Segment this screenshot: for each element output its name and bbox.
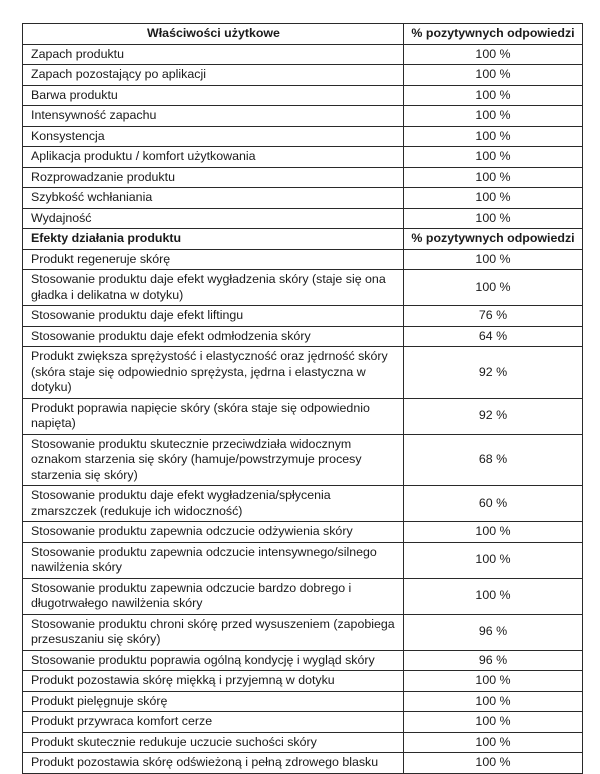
positive-percentage: 96 % bbox=[404, 614, 583, 650]
table-row bbox=[23, 614, 583, 650]
positive-percentage: 60 % bbox=[404, 486, 583, 522]
table-row bbox=[23, 167, 583, 188]
section-header-value: % pozytywnych odpowiedzi bbox=[404, 24, 583, 45]
property-label: Stosowanie produktu skutecznie przeciwdziała widocznym oznakom starzenia się skóry (hamuje/powstrzymuje procesy starzenia się skóry) bbox=[23, 434, 404, 486]
table-row bbox=[23, 85, 583, 106]
table-row bbox=[23, 147, 583, 168]
positive-percentage: 100 % bbox=[404, 522, 583, 543]
positive-percentage: 76 % bbox=[404, 306, 583, 327]
property-label: Produkt pielęgnuje skórę bbox=[23, 691, 404, 712]
positive-percentage: 100 % bbox=[404, 249, 583, 270]
positive-percentage: 100 % bbox=[404, 691, 583, 712]
positive-percentage: 100 % bbox=[404, 542, 583, 578]
table-row bbox=[23, 732, 583, 753]
positive-percentage: 100 % bbox=[404, 44, 583, 65]
property-label: Zapach pozostający po aplikacji bbox=[23, 65, 404, 86]
table-row bbox=[23, 106, 583, 127]
property-label: Stosowanie produktu daje efekt odmłodzenia skóry bbox=[23, 326, 404, 347]
positive-percentage: 100 % bbox=[404, 167, 583, 188]
property-label: Zapach produktu bbox=[23, 44, 404, 65]
table-row bbox=[23, 126, 583, 147]
positive-percentage: 100 % bbox=[404, 106, 583, 127]
positive-percentage: 92 % bbox=[404, 398, 583, 434]
property-label: Barwa produktu bbox=[23, 85, 404, 106]
table-row bbox=[23, 306, 583, 327]
positive-percentage: 100 % bbox=[404, 578, 583, 614]
property-label: Intensywność zapachu bbox=[23, 106, 404, 127]
positive-percentage: 100 % bbox=[404, 270, 583, 306]
section-header-value: % pozytywnych odpowiedzi bbox=[404, 229, 583, 250]
table-row bbox=[23, 578, 583, 614]
property-label: Produkt poprawia napięcie skóry (skóra staje się odpowiednio napięta) bbox=[23, 398, 404, 434]
positive-percentage: 100 % bbox=[404, 85, 583, 106]
property-label: Produkt zwiększa sprężystość i elastyczność oraz jędrność skóry (skóra staje się odpowiednio sprężysta, jędrna i elastyczna w dotyku) bbox=[23, 347, 404, 399]
table-row bbox=[23, 249, 583, 270]
property-label: Produkt pozostawia skórę odświeżoną i pełną zdrowego blasku bbox=[23, 753, 404, 774]
table-row bbox=[23, 208, 583, 229]
positive-percentage: 68 % bbox=[404, 434, 583, 486]
positive-percentage: 100 % bbox=[404, 188, 583, 209]
positive-percentage: 100 % bbox=[404, 126, 583, 147]
positive-percentage: 100 % bbox=[404, 712, 583, 733]
property-label: Stosowanie produktu daje efekt wygładzenia skóry (staje się ona gładka i delikatna w dotyku) bbox=[23, 270, 404, 306]
property-label: Stosowanie produktu daje efekt liftingu bbox=[23, 306, 404, 327]
table-row bbox=[23, 44, 583, 65]
positive-percentage: 100 % bbox=[404, 208, 583, 229]
positive-percentage: 100 % bbox=[404, 671, 583, 692]
table-row bbox=[23, 522, 583, 543]
property-label: Szybkość wchłaniania bbox=[23, 188, 404, 209]
property-label: Stosowanie produktu zapewnia odczucie bardzo dobrego i długotrwałego nawilżenia skóry bbox=[23, 578, 404, 614]
table-row bbox=[23, 691, 583, 712]
table-row bbox=[23, 434, 583, 486]
property-label: Produkt skutecznie redukuje uczucie suchości skóry bbox=[23, 732, 404, 753]
property-label: Stosowanie produktu daje efekt wygładzenia/spłycenia zmarszczek (redukuje ich widoczność) bbox=[23, 486, 404, 522]
property-label: Produkt pozostawia skórę miękką i przyjemną w dotyku bbox=[23, 671, 404, 692]
section-header-label: Efekty działania produktu bbox=[23, 229, 404, 250]
table-row bbox=[23, 542, 583, 578]
property-label: Wydajność bbox=[23, 208, 404, 229]
positive-percentage: 100 % bbox=[404, 147, 583, 168]
table-row bbox=[23, 650, 583, 671]
positive-percentage: 100 % bbox=[404, 65, 583, 86]
table-row bbox=[23, 270, 583, 306]
table-row bbox=[23, 65, 583, 86]
section-header-row bbox=[23, 24, 583, 45]
property-label: Konsystencja bbox=[23, 126, 404, 147]
table-row bbox=[23, 671, 583, 692]
section-header-row bbox=[23, 229, 583, 250]
table-row bbox=[23, 398, 583, 434]
positive-percentage: 100 % bbox=[404, 732, 583, 753]
table-row bbox=[23, 712, 583, 733]
table-row bbox=[23, 753, 583, 774]
table-row bbox=[23, 188, 583, 209]
positive-percentage: 64 % bbox=[404, 326, 583, 347]
positive-percentage: 100 % bbox=[404, 753, 583, 774]
property-label: Aplikacja produktu / komfort użytkowania bbox=[23, 147, 404, 168]
property-label: Stosowanie produktu poprawia ogólną kondycję i wygląd skóry bbox=[23, 650, 404, 671]
table-row bbox=[23, 347, 583, 399]
positive-percentage: 92 % bbox=[404, 347, 583, 399]
section-header-label: Właściwości użytkowe bbox=[23, 24, 404, 45]
table-row bbox=[23, 486, 583, 522]
property-label: Stosowanie produktu zapewnia odczucie odżywienia skóry bbox=[23, 522, 404, 543]
survey-results-table bbox=[22, 23, 583, 774]
table-row bbox=[23, 326, 583, 347]
property-label: Produkt przywraca komfort cerze bbox=[23, 712, 404, 733]
property-label: Stosowanie produktu zapewnia odczucie intensywnego/silnego nawilżenia skóry bbox=[23, 542, 404, 578]
property-label: Produkt regeneruje skórę bbox=[23, 249, 404, 270]
property-label: Rozprowadzanie produktu bbox=[23, 167, 404, 188]
property-label: Stosowanie produktu chroni skórę przed wysuszeniem (zapobiega przesuszaniu się skóry) bbox=[23, 614, 404, 650]
positive-percentage: 96 % bbox=[404, 650, 583, 671]
